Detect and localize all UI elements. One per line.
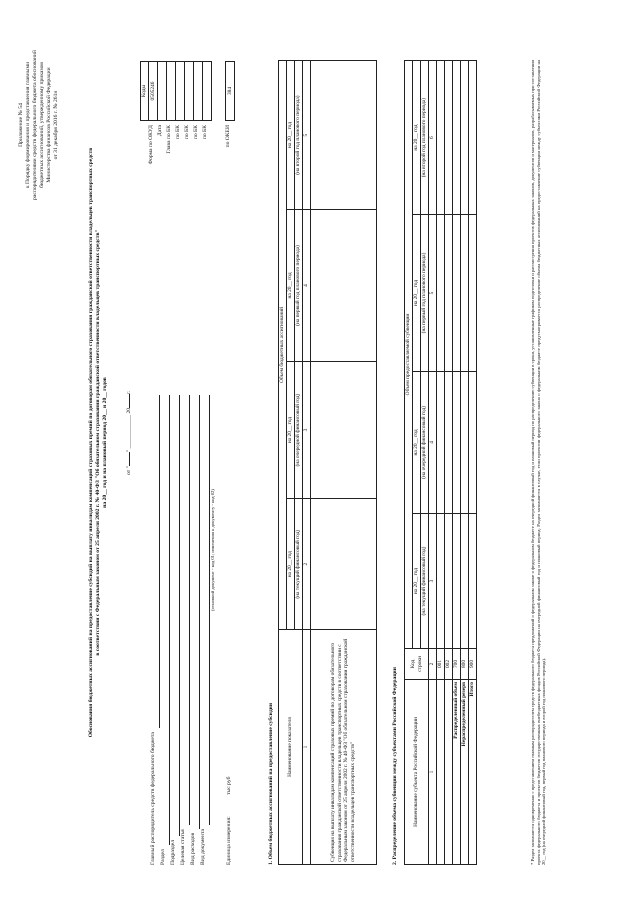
col-subject-name: Наименование субъекта Российской Федерации (405, 680, 429, 865)
field-label-doc-type: Вид документа (200, 829, 206, 865)
section1-heading: 1. Объем бюджетных ассигнований на предоставление субсидии (268, 702, 274, 865)
table-row: Итого 900 (468, 61, 476, 865)
field-blank (190, 395, 200, 829)
title-line: Обоснования бюджетных ассигнований на предоставление субсидий на выплату инвалидам компенсаций страховых премий по договорам обязательного страхования гражданской ответственности владельцев транспортных средств (88, 147, 94, 738)
field-blank (200, 395, 210, 825)
field-label-expense-type: Вид расходов (190, 832, 196, 865)
doc-type-note: (основной документ - код 01; изменения к документу - код 02) (210, 489, 215, 611)
field-blank (180, 395, 190, 825)
col-row-code: Код строки (405, 649, 429, 680)
appendix-line: бюджетных ассигнований, утвержденному приказом (38, 62, 45, 188)
appendix-line: Приложение № 54 (18, 103, 24, 147)
section2-heading: 2. Распределение объема субвенции между субъектами Российской Федерации (392, 667, 398, 865)
section2-table: Наименование субъекта Российской Федерации Код строки Объем предоставляемой субвенции на 20__ год на 20__ год на 20__ год на 20__ год (на текущий финансовый год) (на очередной финансовый год) (на первый год планового периода) (на второй год планового периода) 1 2 3 4 5 6 001 002 Распределенный объем 700 Нераспределенный резерв 800 Итого 900 (404, 60, 477, 865)
field-blank (160, 395, 170, 845)
field-blank (170, 395, 180, 836)
date-line: от "" ____________ 20г. (126, 390, 132, 475)
table-row: 002 (444, 61, 452, 865)
codes-labels: Форма по ОКУД Дата Глава по БК по БК по БК по БК по БК по ОКЕИ (148, 125, 231, 165)
appendix-line: от 31 декабря 2016 г. № 261н (52, 90, 59, 160)
title-line: на 20__ год и на плановый период 20__ и 20__ годов (101, 377, 108, 508)
document-title (88, 20, 109, 865)
field-blank (150, 395, 160, 728)
appendix-line: Министерства финансов Российской Федерации (45, 67, 52, 183)
title-line: в соответствии с Федеральным законом от 25 апреля 2002 г. № 40-ФЗ "Об обязательном страховании гражданской ответственности владельцев транспортных средств" (94, 229, 101, 656)
unit-label: Единица измерения: (225, 816, 232, 865)
appendix-note (18, 5, 60, 245)
appendix-line: к Порядку формирования и представления главными (24, 61, 31, 189)
appendix-line: распорядителями средств федерального бюджета обоснований (31, 50, 38, 200)
field-label-target-article: Целевая статья (180, 829, 186, 865)
field-label-distributor: Главный распорядитель средств федерального бюджета (150, 732, 156, 865)
col-indicator-name: Наименование показателя (279, 630, 303, 865)
col-group-subvention: Объем предоставляемой субвенции (405, 61, 413, 649)
subvention-row-label: Субвенция на выплату инвалидам компенсаций страховых премий по договорам обязательного страхования гражданской ответственности владельцев транспортных средств в соответствии с Федеральным законом от 25 апреля 2002 г. № 40-ФЗ "Об обязательном страховании гражданской ответственности владельцев транспортных средств" (310, 630, 376, 865)
codes-table: Коды 0505246 384 (140, 61, 235, 121)
table-row: 001 (436, 61, 444, 865)
table-row: Нераспределенный резерв 800 (460, 61, 468, 865)
header-fields (150, 395, 233, 865)
table-row: Распределенный объем 700 (452, 61, 460, 865)
footnote: * Раздел заполняется одновременно с представлением главным распорядителем средств федерального бюджета предложений о федеральном законе о федеральном бюджете на очередной финансовый год и плановый период по распределению субвенции в сроки, установленные графиком подготовки и рассмотрения проектов федеральных законов, документов и материалов, разрабатываемых при составлении проекта федерального бюджета и проектов бюджетов государственных внебюджетных фондов Российской Федерации на очередной финансовый год и плановый период. Раздел заполняется в случае, если проектом федерального закона о федеральном бюджете предусматривается распределение объема бюджетных ассигнований на предоставление субвенции между субъектами Российской Федерации на 20__ год (на очередной финансовый год, первый год планового периода и второй год планового периода). (530, 60, 547, 865)
section1-table: Наименование показателя Объем бюджетных ассигнований на 20__ год на 20__ год на 20__ год на 20__ год (на текущий финансовый год) (на очередной финансовый год) (на первый год планового периода) (на второй год планового периода) 1 2 3 4 5 Субвенция на выплату инвалидам компенсаций страховых премий по договорам обязательного страхования гражданской ответственности владельцев транспортных средств в соответствии с Федеральным законом от 25 апреля 2002 г. № 40-ФЗ "Об обязательном страховании гражданской ответственности владельцев транспортных средств" (278, 60, 377, 865)
col-group-budget: Объем бюджетных ассигнований (279, 61, 287, 630)
field-label-subsection: Подраздел (170, 839, 176, 865)
unit-value: тыс руб (225, 776, 232, 795)
field-label-section: Раздел (160, 849, 166, 865)
